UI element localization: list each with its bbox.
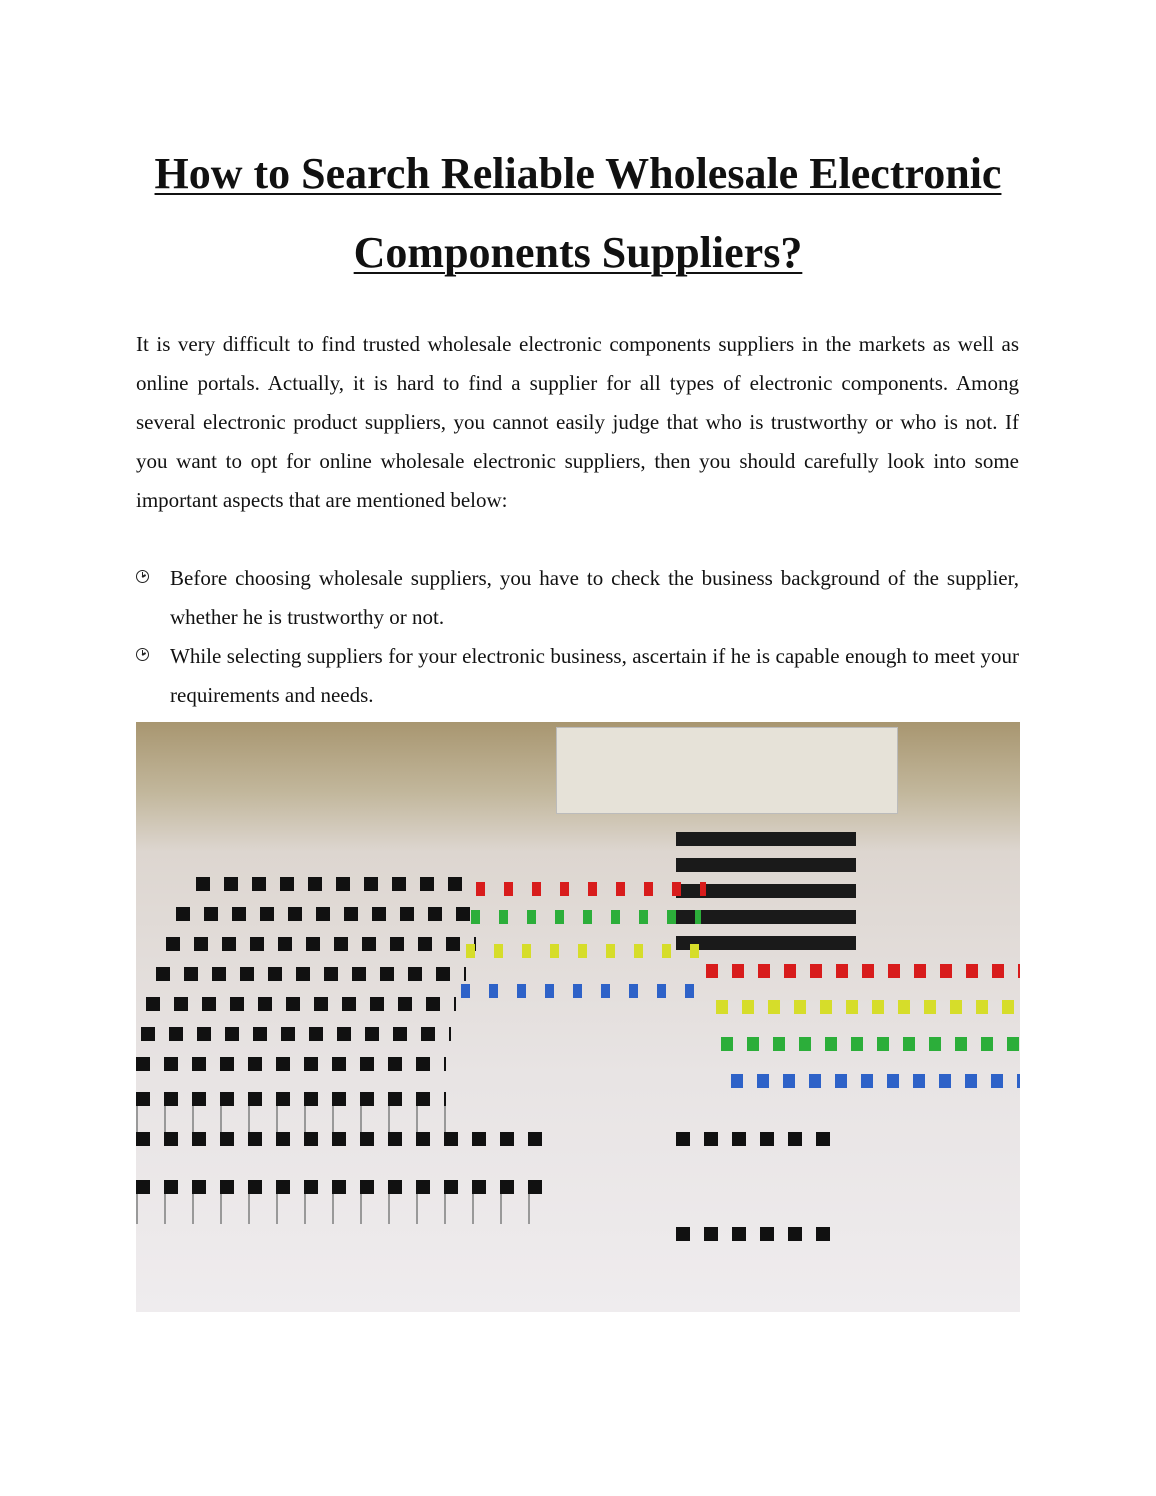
intro-paragraph: It is very difficult to find trusted wholesale electronic components suppliers in the markets as well as online portals. Actually, it is hard to find a supplier for all types of electronic components. Among several electronic product suppliers, you cannot easily judge that who is trustworthy or who is not. If you want to opt for online wholesale electronic suppliers, then you should carefully look into some important aspects that are mentioned below:: [136, 332, 1019, 512]
title-line-1: How to Search Reliable Wholesale Electronic: [154, 149, 1002, 198]
list-item: [136, 559, 1019, 637]
bullet-text: While selecting suppliers for your electronic business, ascertain if he is capable enough to meet your requirements and needs.: [170, 644, 1019, 707]
electronic-components-photo: [136, 722, 1020, 1312]
clock-icon: [136, 648, 149, 661]
breadboard: [556, 727, 898, 814]
page-title: [100, 134, 1056, 292]
clock-icon: [136, 570, 149, 583]
bullet-list: [136, 559, 1019, 715]
list-item: [136, 637, 1019, 715]
title-line-2: Components Suppliers?: [353, 228, 803, 277]
bullet-text: Before choosing wholesale suppliers, you have to check the business background of the supplier, whether he is trustworthy or not.: [170, 566, 1019, 629]
